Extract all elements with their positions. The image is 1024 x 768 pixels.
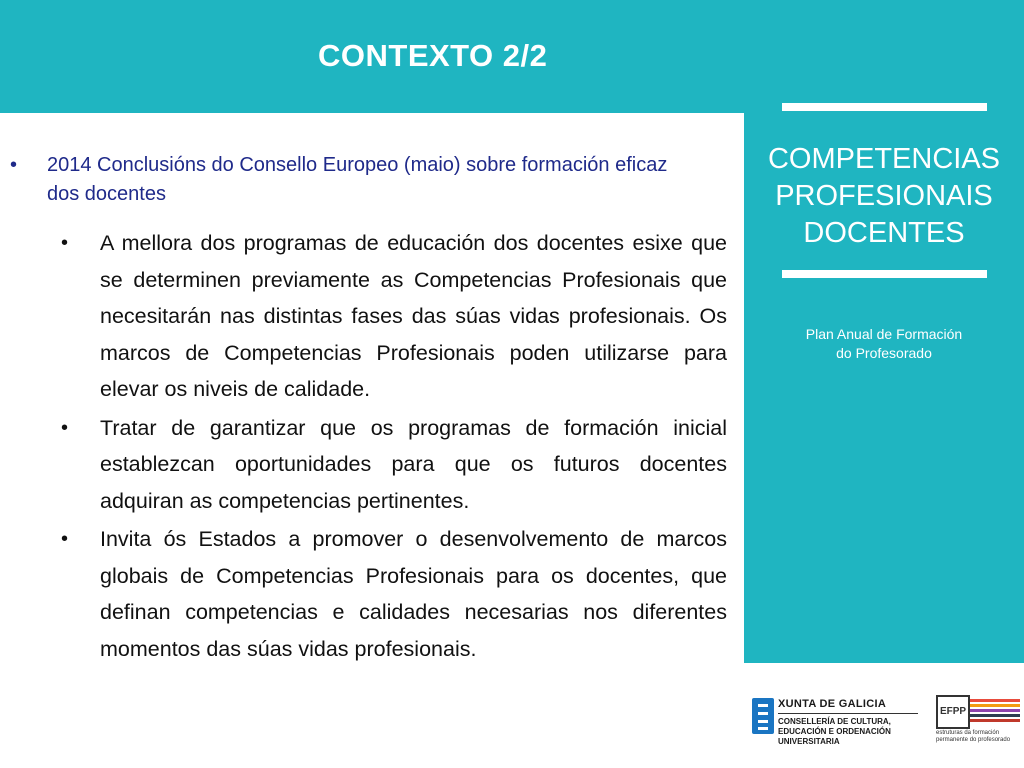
side-subtitle	[744, 325, 1024, 363]
efpp-caption: estruturas da formación permanente do profesorado	[936, 730, 1011, 743]
efpp-stripe	[970, 704, 1020, 707]
side-heading-line: COMPETENCIAS	[767, 143, 1001, 175]
xunta-divider	[778, 713, 918, 714]
list-item-text: Tratar de garantizar que os programas de formación inicial establezcan oportunidades para que os futuros docentes adquiran as competencias pertinentes.	[100, 415, 727, 513]
side-subtitle-line: Plan Anual de Formación	[805, 326, 963, 342]
efpp-logo-mark: EFPP	[936, 695, 970, 729]
efpp-stripe	[970, 699, 1020, 702]
main-bullet-item	[10, 151, 687, 209]
slide-title: CONTEXTO 2/2	[318, 38, 548, 73]
side-heading-line: DOCENTES	[803, 217, 965, 249]
bullet-icon: •	[10, 154, 18, 176]
bullet-icon: •	[61, 528, 69, 550]
header-band	[0, 0, 1024, 113]
bullet-icon: •	[61, 232, 69, 254]
list-item-text: A mellora dos programas de educación dos docentes esixe que se determinen previamente as Competencias Profesionais que necesitarán nas distintas fases das súas vidas profesionais. Os marcos de Competencias Profesionais poden utilizarse para elevar os niveis de calidade.	[100, 231, 727, 401]
efpp-stripe	[970, 709, 1020, 712]
list-item	[61, 225, 727, 408]
footer-logos	[744, 663, 1024, 768]
efpp-stripe	[970, 719, 1020, 722]
efpp-stripe	[970, 714, 1020, 717]
list-item-text: Invita ós Estados a promover o desenvolvemento de marcos globais de Competencias Profesionais para os docentes, que definan competencias e calidades necesarias nos diferentes momentos das súas vidas profesionais.	[100, 527, 727, 661]
xunta-department: CONSELLERÍA DE CULTURA, EDUCACIÓN E ORDENACIÓN UNIVERSITARIA	[778, 717, 891, 746]
side-heading	[744, 141, 1024, 252]
side-heading-line: PROFESIONAIS	[775, 180, 993, 212]
main-bullet-text: 2014 Conclusións do Consello Europeo (maio) sobre formación eficaz dos docentes	[47, 154, 668, 205]
side-divider-top	[782, 103, 987, 111]
efpp-stripes	[970, 699, 1020, 725]
xunta-shield-icon	[752, 698, 774, 734]
list-item	[61, 521, 727, 667]
sub-bullet-list	[61, 225, 727, 669]
slide-content	[0, 113, 744, 768]
bullet-icon: •	[61, 416, 69, 439]
side-subtitle-line: do Profesorado	[836, 345, 932, 361]
side-divider-bottom	[782, 270, 987, 278]
side-panel	[744, 113, 1024, 663]
list-item	[61, 410, 727, 520]
xunta-logo-text: XUNTA DE GALICIA	[778, 698, 887, 710]
